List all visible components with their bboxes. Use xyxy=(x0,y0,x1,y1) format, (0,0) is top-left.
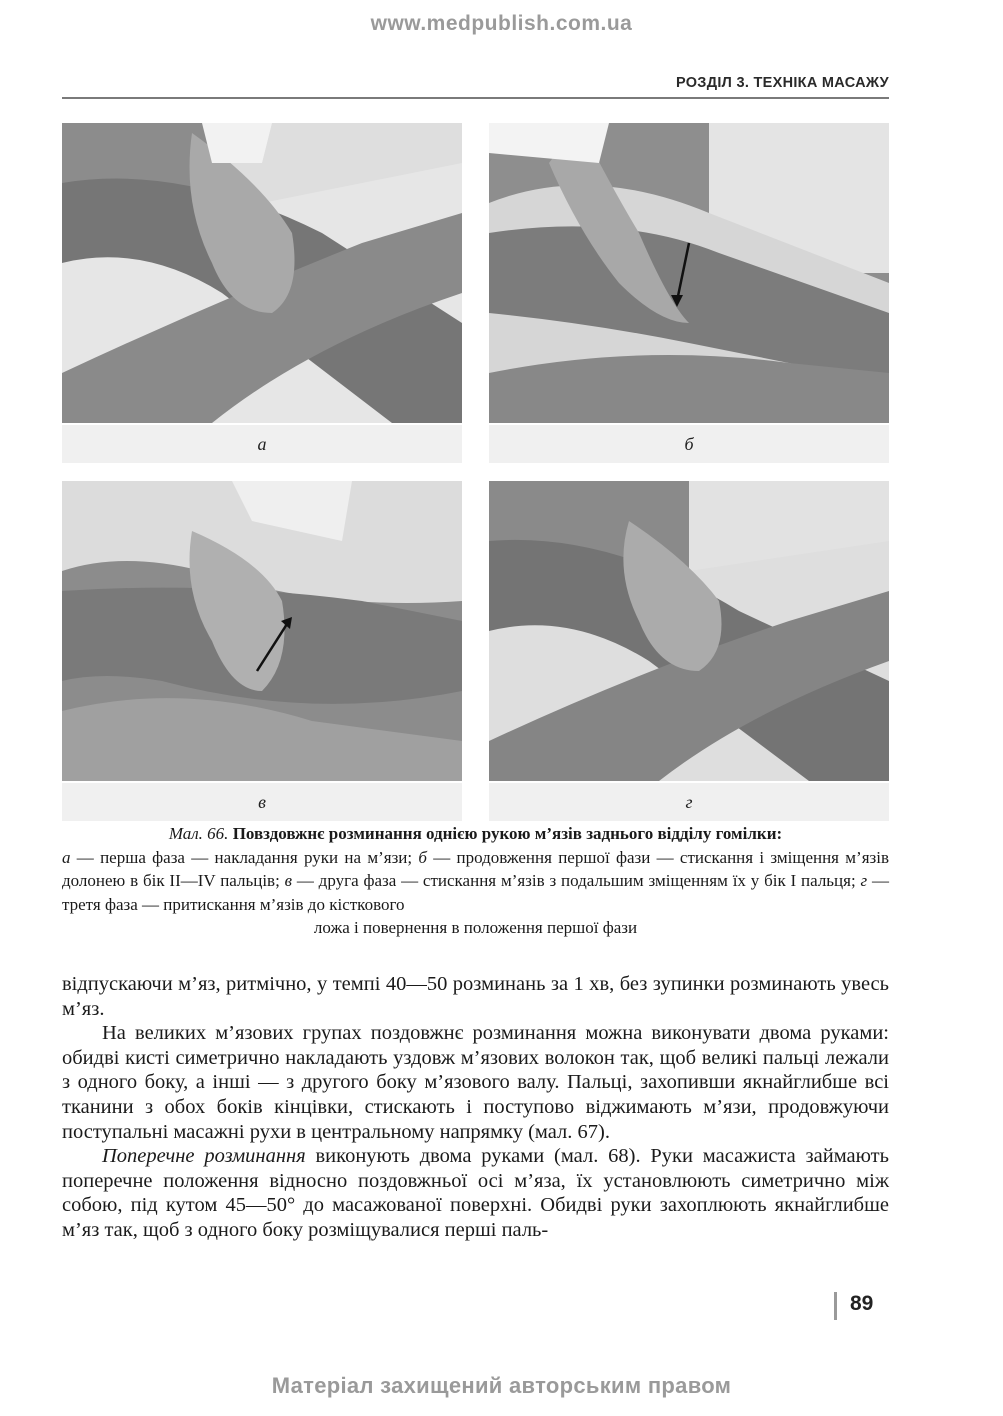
figure-label-c: в xyxy=(62,783,462,821)
caption-text-g: — третя фаза — притискання м’язів до кісткового xyxy=(62,871,890,914)
caption-title-line xyxy=(62,822,889,846)
figure-caption xyxy=(62,822,889,940)
figure-label-d: г xyxy=(489,783,889,821)
copyright-watermark: Матеріал захищений авторським правом xyxy=(271,1373,732,1398)
paragraph-3 xyxy=(62,1144,889,1242)
body-text xyxy=(62,972,889,1243)
figure-label-b: б xyxy=(489,425,889,463)
caption-text-v: — друга фаза — стискання м’язів з подальшим зміщенням їх у бік I пальця; xyxy=(292,871,861,890)
caption-key-a: а xyxy=(62,847,71,867)
caption-title: Повздовжнє розминання однією рукою м’язів заднього відділу гомілки: xyxy=(232,824,783,843)
caption-key-b: б xyxy=(418,847,427,867)
figure-label-a: а xyxy=(62,425,462,463)
site-watermark: www.medpublish.com.ua xyxy=(370,12,633,35)
paragraph-1: відпускаючи м’яз, ритмічно, у темпі 40—50 розминань за 1 хв, без зупинки розминають увесь м’яз. xyxy=(62,973,889,1020)
caption-text-a: — перша фаза — накладання руки на м’язи; xyxy=(70,847,419,867)
paragraph-2: На великих м’язових групах поздовжнє розминання можна виконувати двома руками: обидві кисті симетрично накладають уздовж м’язових волокон так, щоб великі пальці лежали з одного боку, а інші — з другого боку м’язового валу. Пальці, захопивши якнайглибше всі тканини з обох боків кінцівки, стискають і поступово віджимають м’язи, продовжуючи поступальні масажні рухи в центральному напрямку (мал. 67). xyxy=(62,1022,889,1143)
figure-photo-b xyxy=(489,123,889,423)
caption-last-line: ложа і повернення в положення першої фази xyxy=(313,918,638,937)
page-number: 89 xyxy=(850,1292,874,1315)
section-header: РОЗДІЛ 3. ТЕХНІКА МАСАЖУ xyxy=(675,75,889,91)
caption-key-g: г xyxy=(860,871,868,890)
figure-photo-a xyxy=(62,123,462,423)
caption-text-b: — продовження першої фази — стискання і зміщення м’язів долонею в бік II—IV пальців; xyxy=(62,847,889,890)
caption-body xyxy=(62,846,889,917)
paragraph-3-rest: виконують двома руками (мал. 68). Руки масажиста займають поперечне положення відносно поздовжньої осі м’яза, їх установлюють симетрично між собою, під кутом 45—50° до масажованої поверхні. Обидві руки захоплюють якнайглибше м’яз так, щоб з одного боку розміщувалися перші паль- xyxy=(62,1145,889,1241)
figure-photo-d xyxy=(489,481,889,781)
caption-fig-ref: Мал. 66. xyxy=(168,824,229,843)
page-number-bar xyxy=(834,1292,837,1320)
header-rule xyxy=(62,97,889,99)
caption-key-v: в xyxy=(284,871,293,890)
figure-photo-c xyxy=(62,481,462,781)
paragraph-3-italic: Поперечне розминання xyxy=(102,1145,306,1168)
